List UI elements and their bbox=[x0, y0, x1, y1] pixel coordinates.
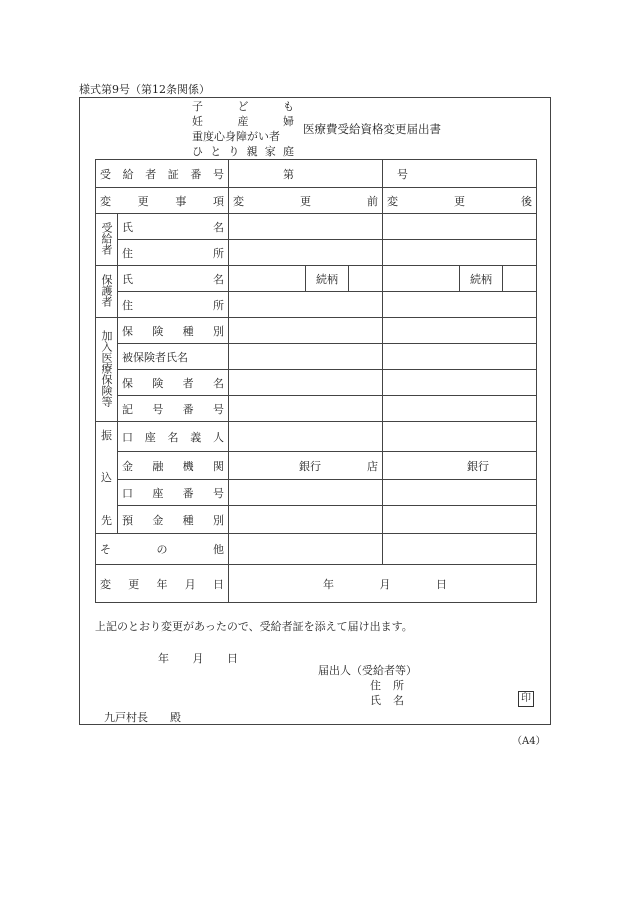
guardian-name-before[interactable] bbox=[229, 266, 306, 292]
addressee: 九戸村長 殿 bbox=[104, 711, 181, 724]
cert-dai-cell[interactable]: 第 bbox=[229, 160, 383, 188]
bank-label: 金 融 機 関 bbox=[118, 452, 229, 480]
guardian-address-after[interactable] bbox=[383, 292, 537, 318]
insurance-type-label: 保 険 種 別 bbox=[118, 318, 229, 344]
type-single-parent: ひ と り 親 家 庭 bbox=[192, 145, 294, 158]
applicant-address-label: 住 所 bbox=[370, 679, 404, 692]
account-holder-after[interactable] bbox=[383, 422, 537, 452]
cert-number-label: 受 給 者 証 番 号 bbox=[96, 160, 229, 188]
document-title: 医療費受給資格変更届出書 bbox=[303, 122, 441, 136]
guardian-name-label: 氏 名 bbox=[118, 266, 229, 292]
symbol-number-before[interactable] bbox=[229, 396, 383, 422]
recipient-group-label: 受給者 bbox=[96, 214, 118, 266]
symbol-number-after[interactable] bbox=[383, 396, 537, 422]
change-date-label: 変 更 年 月 日 bbox=[96, 565, 229, 603]
insurer-name-after[interactable] bbox=[383, 370, 537, 396]
type-child: 子 ど も bbox=[192, 100, 294, 113]
guardian-relation-before-label: 続柄 bbox=[306, 266, 349, 292]
account-number-label: 口 座 番 号 bbox=[118, 480, 229, 506]
cert-go-cell[interactable]: 号 bbox=[383, 160, 537, 188]
guardian-relation-after-label: 続柄 bbox=[460, 266, 503, 292]
recipient-address-after[interactable] bbox=[383, 240, 537, 266]
guardian-relation-before[interactable] bbox=[349, 266, 383, 292]
paper-size-label: （A4） bbox=[512, 736, 546, 747]
type-pregnant: 妊 産 婦 bbox=[192, 115, 294, 128]
insurance-group-label: 加入医療保険等 bbox=[96, 318, 118, 422]
before-header: 変 更 前 bbox=[229, 188, 383, 214]
insured-name-before[interactable] bbox=[229, 344, 383, 370]
insurance-type-before[interactable] bbox=[229, 318, 383, 344]
account-holder-label: 口 座 名 義 人 bbox=[118, 422, 229, 452]
type-disabled: 重度心身障がい者 bbox=[192, 130, 280, 143]
form-table bbox=[95, 159, 537, 603]
account-number-after[interactable] bbox=[383, 480, 537, 506]
seal-mark: 印 bbox=[518, 691, 534, 707]
deposit-type-after[interactable] bbox=[383, 506, 537, 534]
recipient-address-label: 住 所 bbox=[118, 240, 229, 266]
guardian-group-label: 保護者 bbox=[96, 266, 118, 318]
change-item-label: 変 更 事 項 bbox=[96, 188, 229, 214]
applicant-name-label: 氏 名 bbox=[370, 694, 404, 707]
after-header: 変 更 後 bbox=[383, 188, 537, 214]
insured-name-label: 被保険者氏名 bbox=[118, 344, 229, 370]
change-date-value[interactable]: 年 月 日 bbox=[229, 565, 537, 603]
other-after[interactable] bbox=[383, 534, 537, 565]
insurer-name-before[interactable] bbox=[229, 370, 383, 396]
transfer-group-label: 振 込 先 bbox=[96, 422, 118, 534]
recipient-type-list bbox=[192, 99, 294, 159]
guardian-address-label: 住 所 bbox=[118, 292, 229, 318]
recipient-name-before[interactable] bbox=[229, 214, 383, 240]
other-before[interactable] bbox=[229, 534, 383, 565]
deposit-type-before[interactable] bbox=[229, 506, 383, 534]
form-number-label: 様式第9号（第12条関係） bbox=[79, 83, 210, 96]
declaration-statement: 上記のとおり変更があったので、受給者証を添えて届け出ます。 bbox=[95, 620, 413, 633]
applicant-label: 届出人（受給者等） bbox=[318, 664, 417, 677]
bank-before[interactable]: 銀行 店 bbox=[229, 452, 383, 480]
guardian-address-before[interactable] bbox=[229, 292, 383, 318]
insured-name-after[interactable] bbox=[383, 344, 537, 370]
bank-after[interactable]: 銀行 bbox=[383, 452, 537, 480]
insurance-type-after[interactable] bbox=[383, 318, 537, 344]
other-label: そ の 他 bbox=[96, 534, 229, 565]
submission-date[interactable]: 年 月 日 bbox=[158, 652, 238, 665]
account-number-before[interactable] bbox=[229, 480, 383, 506]
guardian-relation-after[interactable] bbox=[503, 266, 537, 292]
guardian-name-after[interactable] bbox=[383, 266, 460, 292]
account-holder-before[interactable] bbox=[229, 422, 383, 452]
recipient-name-label: 氏 名 bbox=[118, 214, 229, 240]
symbol-number-label: 記 号 番 号 bbox=[118, 396, 229, 422]
deposit-type-label: 預 金 種 別 bbox=[118, 506, 229, 534]
recipient-name-after[interactable] bbox=[383, 214, 537, 240]
recipient-address-before[interactable] bbox=[229, 240, 383, 266]
insurer-name-label: 保 険 者 名 bbox=[118, 370, 229, 396]
